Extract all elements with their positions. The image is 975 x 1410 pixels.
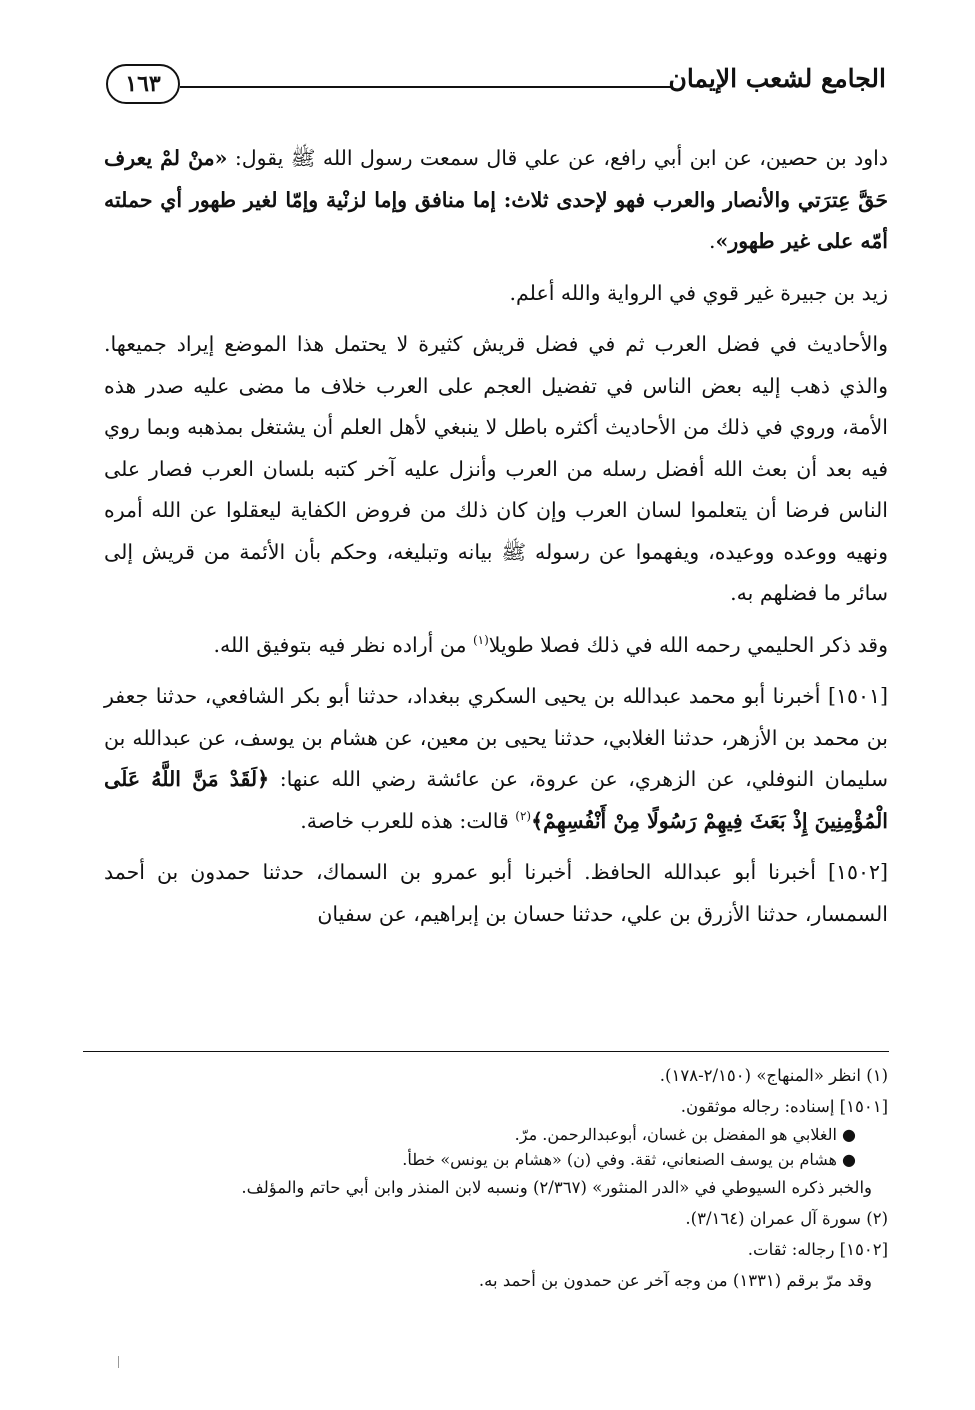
paragraph-grading: زيد بن جبيرة غير قوي في الرواية والله أعلم. — [509, 280, 888, 305]
paragraph-halimi — [104, 625, 888, 667]
footnotes — [104, 1060, 888, 1296]
text-span: من أراده نظر فيه بتوفيق الله. — [213, 632, 473, 657]
narration-chain: أخبرنا أبو عبدالله الحافظ. أخبرنا أبو عمرو بن السماك، حدثنا حمدون بن أحمد السمسار، حدثنا الأزرق بن علي، حدثنا حسان بن إبراهيم، عن سفيان — [104, 860, 888, 926]
text-span: وقد ذكر الحليمي رحمه الله في ذلك فصلا طويلا — [488, 632, 888, 657]
paragraph-hadith-continuation — [104, 138, 888, 263]
scan-artifact — [118, 1356, 119, 1368]
period: . — [709, 229, 716, 253]
footnote-1: (١) انظر «المنهاج» (٢/١٥٠-١٧٨). — [659, 1066, 888, 1085]
footnote-ref-2: (٢) — [515, 808, 532, 823]
footnote-crossref: وقد مرّ برقم (١٣٣١) من وجه آخر عن حمدون بن أحمد به. — [478, 1271, 872, 1290]
hadith-number: [١٥٠٢] — [827, 860, 888, 884]
footnote-bullet: ● هشام بن يوسف الصنعاني، ثقة. وفي (ن) «هشام بن يونس» خطأ. — [402, 1150, 856, 1169]
narration-chain: داود بن حصين، عن ابن أبي رافع، عن علي قال سمعت رسول الله ﷺ يقول: — [227, 146, 889, 170]
header-rule — [180, 86, 671, 88]
quran-verse: ﴿لَقَدْ مَنَّ اللَّهُ عَلَى الْمُؤْمِنِينَ إِذْ بَعَثَ فِيهِمْ رَسُولًا مِنْ أَنْفُسِهِمْ﴾ — [104, 767, 888, 833]
footnote-1501-heading: [١٥٠١] إسناده: رجاله موثقون. — [680, 1097, 888, 1116]
footnote-bullet: ● الغلابي هو المفضل بن غسان، أبوعبدالرحمن. مرّ. — [514, 1125, 856, 1144]
book-title: الجامع لشعب الإيمان — [668, 64, 886, 93]
page-number: ١٦٣ — [106, 64, 180, 104]
footnote-2: (٢) سورة آل عمران (٣/١٦٤). — [685, 1209, 888, 1228]
footnote-source: والخبر ذكره السيوطي في «الدر المنثور» (٢/٣٦٧) ونسبه لابن المنذر وابن أبي حاتم والمؤلف. — [241, 1178, 872, 1197]
paragraph-hadith-1502 — [104, 852, 888, 935]
page-header — [106, 58, 886, 118]
narration-chain: أخبرنا أبو محمد عبدالله بن يحيى السكري ببغداد، حدثنا أبو بكر الشافعي، حدثنا جعفر بن محمد بن الأزهر، حدثنا الغلابي، حدثنا يحيى بن معين، عن هشام بن يوسف، عن عبدالله بن سليمان النوفلي، عن الزهري، عن عروة، عن عائشة رضي الله عنها: — [104, 684, 888, 791]
paragraph-hadith-1501 — [104, 676, 888, 842]
main-text — [104, 138, 888, 945]
footnote-separator — [83, 1051, 889, 1052]
hadith-number: [١٥٠١] — [827, 684, 888, 708]
footnote-1502-heading: [١٥٠٢] رجاله: ثقات. — [747, 1240, 888, 1259]
footnote-ref-1: (١) — [472, 632, 489, 647]
hadith-text: «منْ لمْ يعرف حَقَّ عِترَتي والأنصار والعرب فهو لإحدى ثلاث: إما منافق وإما لزنْية وإمّا لغير طهور أي حملته أمّه على غير طهور» — [104, 146, 888, 253]
paragraph-discussion: والأحاديث في فضل العرب ثم في فضل قريش كثيرة لا يحتمل هذا الموضع إيراد جميعها. والذي ذهب إليه بعض الناس في تفضيل العجم على العرب خلاف ما مضى عليه صدر هذه الأمة، وروي في ذلك من الأحاديث أكثره باطل لا ينبغي لأهل العلم أن يشتغل بمذهبه وبما روي فيه بعد أن بعث الله أفضل رسله من العرب وأنزل عليه آخر كتبه بلسان العرب فصار على الناس فرضا أن يتعلموا لسان العرب وإن كان ذلك من فروض الكفاية ليعقلوا عن الله أمره ونهيه ووعده ووعيده، ويفهموا عن رسوله ﷺ بيانه وتبليغه، وحكم بأن الأئمة من قريش إلى سائر ما فضلهم به. — [104, 332, 888, 605]
text-span: قالت: هذه للعرب خاصة. — [300, 808, 516, 833]
